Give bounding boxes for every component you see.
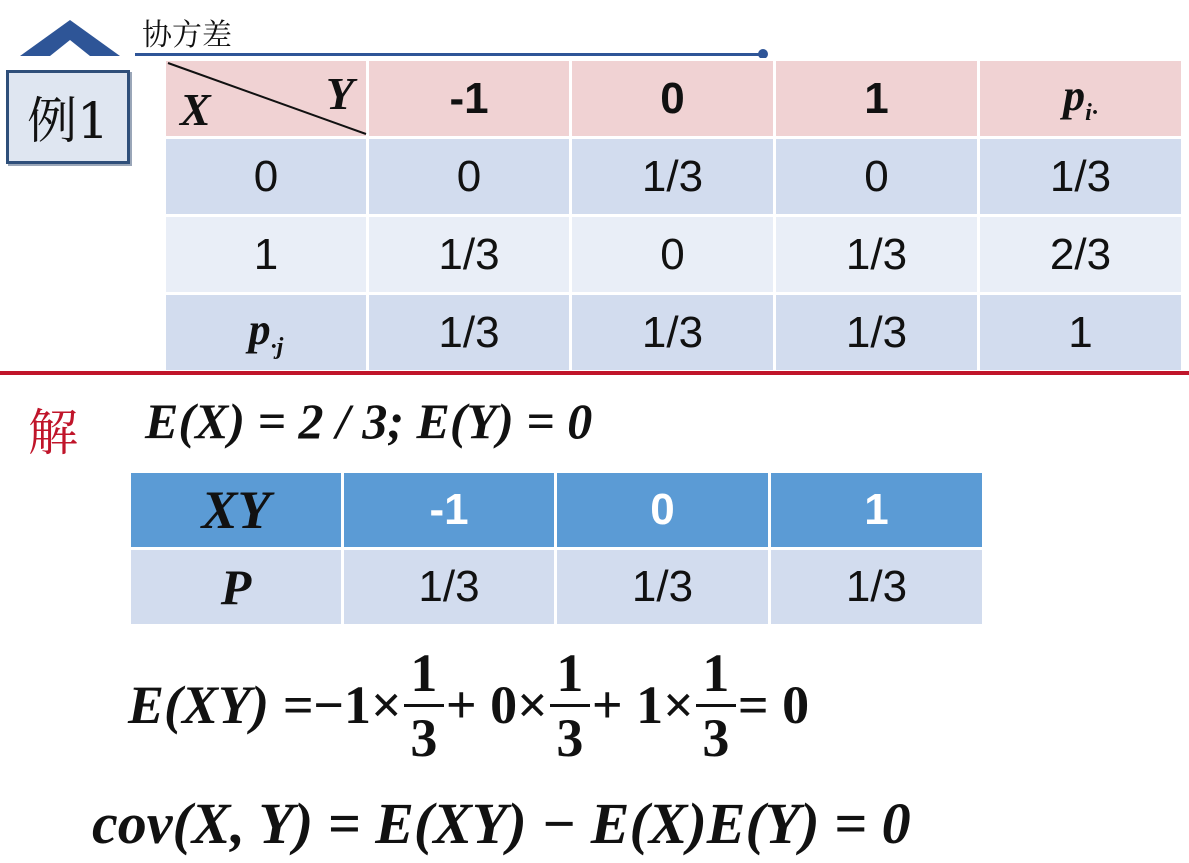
fraction-denominator: 3: [702, 707, 730, 768]
col-marginal: 1/3: [775, 294, 979, 372]
exy-lhs: E(XY) =: [128, 675, 314, 735]
col-marginal: 1/3: [368, 294, 571, 372]
xy-distribution-table: [128, 470, 985, 627]
solution-label: 解: [28, 404, 78, 462]
covariance-formula: cov(X, Y) = E(XY) − E(X)E(Y) = 0: [92, 791, 911, 856]
table-cell: 0: [571, 216, 775, 294]
col-marginal: 1/3: [571, 294, 775, 372]
table-cell: 1/3: [571, 138, 775, 216]
col-header: -1: [368, 60, 571, 138]
fraction-numerator: 1: [410, 642, 438, 703]
exy-term: + 1×: [591, 675, 694, 735]
table-cell: 1/3: [775, 216, 979, 294]
marginal-col-header: [165, 294, 368, 372]
xy-label: XY: [130, 472, 343, 549]
prob-label: P: [130, 549, 343, 626]
fraction-numerator: 1: [702, 642, 730, 703]
section-title: 协方差: [142, 18, 232, 53]
table-row: [165, 216, 1183, 294]
row-marginal: 2/3: [979, 216, 1183, 294]
exy-formula: [128, 640, 809, 770]
table-cell: 0: [775, 138, 979, 216]
xy-value: 0: [556, 472, 770, 549]
fraction: [550, 642, 590, 768]
fraction: [404, 642, 444, 768]
table-cell: 1/3: [368, 216, 571, 294]
total-cell: 1: [979, 294, 1183, 372]
xy-value: 1: [770, 472, 984, 549]
table-cell: 0: [368, 138, 571, 216]
exy-term: + 0×: [445, 675, 548, 735]
marginal-p: p: [1063, 71, 1086, 121]
table-header-row: [165, 60, 1183, 138]
expectations-formula: E(X) = 2 / 3; E(Y) = 0: [145, 393, 593, 449]
marginal-sub: i·: [1085, 99, 1098, 126]
col-header: 0: [571, 60, 775, 138]
table-row: [165, 294, 1183, 372]
table-row: [165, 138, 1183, 216]
table-header-row: [130, 472, 984, 549]
home-icon[interactable]: [20, 18, 130, 58]
exy-term: −1×: [313, 675, 402, 735]
joint-distribution-table: [163, 58, 1184, 373]
fraction-denominator: 3: [410, 707, 438, 768]
xy-value: -1: [343, 472, 556, 549]
exy-result: = 0: [737, 675, 810, 735]
row-label: 0: [165, 138, 368, 216]
marginal-sub: ·j: [270, 333, 284, 360]
row-label: 1: [165, 216, 368, 294]
fraction-denominator: 3: [556, 707, 584, 768]
marginal-row-header: [979, 60, 1183, 138]
table-row: [130, 549, 984, 626]
row-variable-label: X: [180, 84, 211, 135]
prob-value: 1/3: [343, 549, 556, 626]
title-underline: [135, 53, 763, 56]
example-label: 例1: [6, 70, 130, 164]
col-header: 1: [775, 60, 979, 138]
prob-value: 1/3: [556, 549, 770, 626]
separator-line: [0, 371, 1189, 375]
fraction: [696, 642, 736, 768]
row-marginal: 1/3: [979, 138, 1183, 216]
prob-value: 1/3: [770, 549, 984, 626]
fraction-numerator: 1: [556, 642, 584, 703]
marginal-p: p: [248, 305, 271, 355]
corner-cell: [165, 60, 368, 138]
col-variable-label: Y: [325, 68, 354, 119]
